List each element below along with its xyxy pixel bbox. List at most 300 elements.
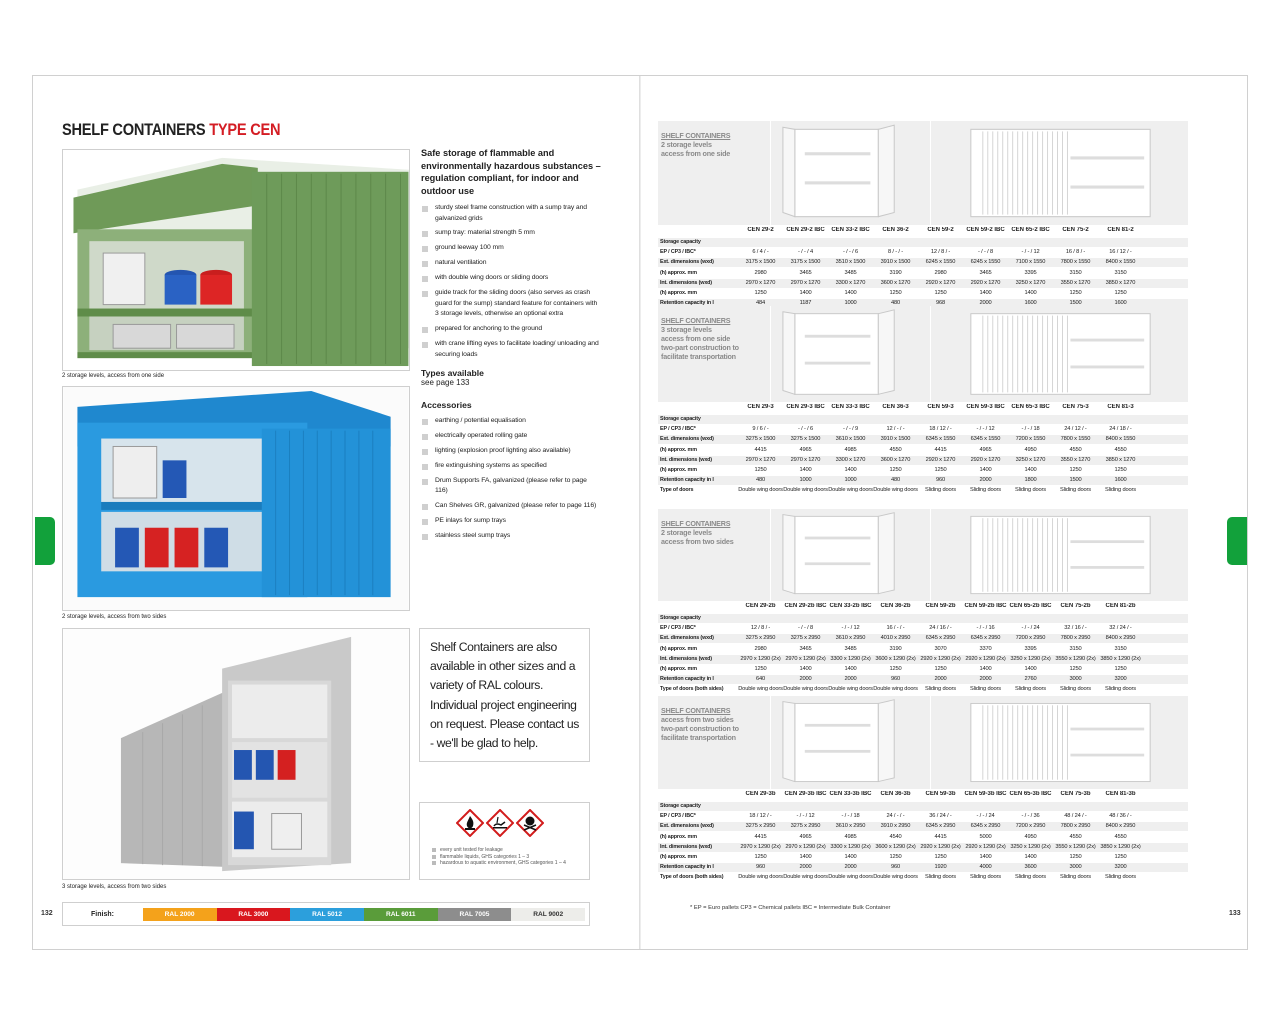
spec-value: 1400: [979, 854, 992, 860]
spec-value: - / - / 8: [977, 249, 994, 256]
spec-label: Type of doors (both sides): [660, 686, 724, 693]
spec-value: 3190: [889, 645, 902, 652]
spec-value: 12 / 8 / -: [750, 625, 771, 632]
spec-row: [658, 475, 1188, 485]
intro-heading: Safe storage of flammable and environmentally hazardous substances – regulation compliant, for indoor and outdoor use: [421, 148, 601, 196]
section-title-line: 2 storage levels: [661, 140, 712, 149]
spec-label: EP / CP3 / IBC*: [660, 813, 696, 820]
spec-value: 4965: [799, 833, 812, 840]
hazard-box: [419, 802, 590, 880]
spec-label: Retention capacity in l: [660, 477, 714, 484]
spec-value: 2920 x 1290 (2x): [920, 843, 961, 850]
spec-value: 968: [935, 300, 946, 307]
section-title-line: SHELF CONTAINERS: [661, 706, 731, 715]
types-reference: see page 133: [421, 378, 470, 388]
spec-value: 1400: [799, 854, 812, 860]
model-name: CEN 33-2b IBC: [829, 603, 872, 609]
spec-value: 960: [890, 864, 901, 871]
feature-item: natural ventilation: [421, 258, 601, 269]
section-title-line: facilitate transportation: [661, 733, 736, 742]
spec-value: [783, 614, 828, 623]
spec-label: EP / CP3 / IBC*: [660, 249, 696, 256]
spec-value: 6345 x 2950: [970, 823, 1001, 830]
spec-value: [738, 238, 783, 247]
spec-value: - / - / 24: [976, 813, 995, 820]
spec-value: 2920 x 1270: [925, 279, 956, 286]
spec-value: 3150: [1114, 645, 1127, 652]
page-number-right: 133: [1229, 910, 1241, 917]
spec-value: 1250: [1069, 666, 1082, 672]
spec-value: 1400: [979, 290, 992, 296]
spec-value: 1250: [934, 854, 947, 860]
spec-value: [1008, 238, 1053, 247]
spec-value: 3395: [1024, 269, 1037, 276]
spec-value: 2760: [1024, 676, 1037, 683]
spec-value: 1250: [934, 467, 947, 473]
spec-value: [1098, 802, 1143, 811]
spec-value: 1400: [799, 666, 812, 672]
spec-value: - / - / 12: [1021, 249, 1040, 256]
spec-value: 4540: [889, 833, 902, 840]
model-name: CEN 59-3: [927, 404, 954, 410]
page-number-left: 132: [41, 910, 53, 917]
spec-value: 3910 x 2950: [880, 823, 911, 830]
model-name: CEN 33-3b IBC: [829, 791, 872, 797]
spec-value: [963, 238, 1008, 247]
spec-value: 6245 x 1550: [925, 259, 956, 266]
spec-value: 3610 x 2950: [835, 635, 866, 642]
finish-swatch: RAL 3000: [217, 908, 291, 921]
spec-value: 2970 x 1270: [745, 279, 776, 286]
spec-row: [658, 237, 1188, 247]
spec-value: 1600: [1114, 300, 1127, 307]
spec-row: [658, 633, 1188, 643]
spec-row: [658, 247, 1188, 257]
model-name: CEN 29-2 IBC: [786, 227, 825, 233]
spec-value: Double wing doors: [828, 874, 873, 881]
spec-label: EP / CP3 / IBC*: [660, 426, 696, 433]
spec-value: [963, 415, 1008, 424]
section-header: [658, 509, 1188, 601]
spec-value: 1400: [799, 290, 812, 296]
spec-value: Sliding doors: [1060, 487, 1091, 494]
spec-row: [658, 268, 1188, 278]
spec-value: [873, 614, 918, 623]
section-tab-right: [1227, 517, 1247, 565]
spec-value: 3370: [979, 645, 992, 652]
spec-value: 3250 x 1270: [1015, 456, 1046, 463]
spec-value: [1053, 802, 1098, 811]
spec-value: 3000: [1069, 864, 1082, 871]
spec-value: Double wing doors: [873, 686, 918, 693]
spec-value: 3300 x 1270: [835, 279, 866, 286]
model-name: CEN 65-2 IBC: [1011, 227, 1050, 233]
spec-label: (h) approx. mm: [660, 645, 697, 652]
spec-section: [658, 306, 1188, 496]
accessory-item: electrically operated rolling gate: [421, 431, 601, 442]
model-name: CEN 29-2b: [745, 603, 776, 609]
spec-label: Retention capacity in l: [660, 300, 714, 307]
spec-value: [828, 802, 873, 811]
spec-value: 12 / 8 / -: [930, 249, 951, 256]
spec-value: 1600: [1114, 477, 1127, 484]
spec-value: 5000: [979, 833, 992, 840]
spec-row: [658, 832, 1188, 842]
spec-value: 4000: [979, 864, 992, 871]
spec-value: [1053, 415, 1098, 424]
model-name: CEN 59-2 IBC: [966, 227, 1005, 233]
section-title-line: access from one side: [661, 334, 731, 343]
spec-value: [738, 415, 783, 424]
spec-row: [658, 664, 1188, 674]
spec-value: 4965: [799, 446, 812, 453]
section-tab-left: [35, 517, 55, 565]
spec-value: [1008, 415, 1053, 424]
spec-value: 3485: [844, 269, 857, 276]
spec-value: 3300 x 1290 (2x): [830, 843, 871, 850]
spec-value: Double wing doors: [738, 487, 783, 494]
feature-item: guide track for the sliding doors (also serves as crash guard for the sump) standard feature for containers with 3 storage levels, otherwise an optional extra: [421, 288, 601, 320]
spec-value: 3550 x 1290 (2x): [1055, 655, 1096, 662]
spec-value: - / - / 6: [842, 249, 859, 256]
model-name: CEN 81-2: [1107, 227, 1134, 233]
product-photo-green: [62, 149, 410, 371]
spec-value: 1250: [1069, 467, 1082, 473]
section-title-line: SHELF CONTAINERS: [661, 131, 731, 140]
spec-value: 1250: [889, 467, 902, 473]
spec-value: 2980: [934, 269, 947, 276]
spec-value: - / - / 8: [797, 625, 814, 632]
spec-value: [828, 614, 873, 623]
spec-label: Int. dimensions (wxd): [660, 843, 712, 850]
spec-value: 7200 x 1550: [1015, 436, 1046, 443]
model-name: CEN 29-2: [747, 227, 774, 233]
types-heading: Types available: [421, 368, 484, 379]
spec-value: 18 / 12 / -: [929, 426, 952, 433]
section-title-line: SHELF CONTAINERS: [661, 519, 731, 528]
spec-value: 24 / - / -: [886, 813, 905, 820]
spec-value: 8400 x 1550: [1105, 259, 1136, 266]
model-header-spacer: [658, 227, 738, 233]
spec-value: 1000: [844, 300, 857, 307]
spec-value: [738, 614, 783, 623]
spec-value: - / - / 9: [842, 426, 859, 433]
spec-value: - / - / 36: [1021, 813, 1040, 820]
spec-label: Retention capacity in l: [660, 676, 714, 683]
spec-value: Double wing doors: [828, 487, 873, 494]
model-name: CEN 59-3b: [925, 791, 956, 797]
spec-value: 4950: [1024, 446, 1037, 453]
spec-value: [963, 802, 1008, 811]
spec-value: 32 / 24 / -: [1109, 625, 1132, 632]
model-header-spacer: [658, 791, 738, 797]
spec-value: 8400 x 1550: [1105, 436, 1136, 443]
section-title: [661, 316, 739, 361]
spec-value: [783, 415, 828, 424]
model-name: CEN 36-2: [882, 227, 909, 233]
spec-row: [658, 445, 1188, 455]
spec-value: Double wing doors: [783, 874, 828, 881]
spec-value: 1400: [979, 467, 992, 473]
spec-value: 1500: [1069, 477, 1082, 484]
spec-value: 3275 x 1500: [790, 436, 821, 443]
spec-value: 1400: [979, 666, 992, 672]
spec-value: 8 / - / -: [887, 249, 904, 256]
spec-value: - / - / 16: [976, 625, 995, 632]
page-gutter: [639, 76, 641, 949]
spec-value: 3600 x 1270: [880, 456, 911, 463]
spec-value: 3910 x 1500: [880, 259, 911, 266]
spec-value: 2970 x 1270: [790, 456, 821, 463]
spec-value: 1600: [1024, 300, 1037, 307]
spec-value: Sliding doors: [1060, 874, 1091, 881]
spec-value: 4010 x 2950: [880, 635, 911, 642]
model-name: CEN 59-3 IBC: [966, 404, 1005, 410]
model-name: CEN 81-3b: [1105, 791, 1136, 797]
spec-value: 3200: [1114, 676, 1127, 683]
spec-value: 1400: [1024, 854, 1037, 860]
spec-value: 3150: [1069, 269, 1082, 276]
spec-value: 3275 x 2950: [745, 823, 776, 830]
spec-label: Storage capacity: [660, 615, 701, 621]
spec-value: 3190: [889, 269, 902, 276]
hazard-note: every unit tested for leakage: [432, 847, 566, 854]
spec-row: [658, 485, 1188, 495]
spec-value: Sliding doors: [925, 686, 956, 693]
spec-value: Double wing doors: [783, 487, 828, 494]
spec-value: 3850 x 1290 (2x): [1100, 843, 1141, 850]
spec-value: 24 / 12 / -: [1064, 426, 1087, 433]
model-name: CEN 75-3: [1062, 404, 1089, 410]
spec-value: 480: [890, 477, 901, 484]
finish-swatch: RAL 6011: [364, 908, 438, 921]
environment-hazard-icon: [486, 809, 514, 837]
spec-value: 484: [755, 300, 766, 307]
spec-value: 2970 x 1290 (2x): [740, 843, 781, 850]
spec-value: - / - / 6: [797, 426, 814, 433]
spec-row: [658, 257, 1188, 267]
spec-value: [918, 802, 963, 811]
spec-row: [658, 613, 1188, 623]
spec-value: Sliding doors: [1105, 487, 1136, 494]
spec-value: 3150: [1069, 645, 1082, 652]
hazard-notes: [432, 847, 566, 867]
spec-value: 24 / 16 / -: [929, 625, 952, 632]
spec-value: 4985: [844, 446, 857, 453]
spec-value: [1053, 614, 1098, 623]
section-header: [658, 306, 1188, 402]
promo-box: Shelf Containers are also available in other sizes and a variety of RAL colours. Individual project engineering on request. Please contact us - we'll be glad to help.: [419, 628, 590, 762]
spec-value: 6345 x 2950: [970, 635, 1001, 642]
spec-row: [658, 684, 1188, 694]
spec-value: [873, 802, 918, 811]
spec-label: (h) approx. mm: [660, 467, 697, 473]
spec-value: 3150: [1114, 269, 1127, 276]
feature-item: sturdy steel frame construction with a sump tray and galvanized grids: [421, 203, 601, 224]
spec-value: 3550 x 1270: [1060, 279, 1091, 286]
spec-value: 1400: [844, 290, 857, 296]
spec-value: Sliding doors: [1015, 686, 1046, 693]
section-header: [658, 696, 1188, 789]
spec-value: 7800 x 2950: [1060, 823, 1091, 830]
spec-row: [658, 414, 1188, 424]
flame-icon: [456, 809, 484, 837]
spec-value: 1250: [889, 290, 902, 296]
finish-swatch: RAL 7005: [438, 908, 512, 921]
spec-value: - / - / 12: [976, 426, 995, 433]
section-title: [661, 706, 739, 742]
finish-swatch: RAL 5012: [290, 908, 364, 921]
model-header-row: [658, 603, 1188, 609]
spec-value: [738, 802, 783, 811]
spec-value: 960: [755, 864, 766, 871]
spec-value: 2000: [799, 676, 812, 683]
container-drawing-sliding-door: [930, 696, 1188, 789]
spec-value: 3275 x 2950: [745, 635, 776, 642]
model-name: CEN 59-3b IBC: [964, 791, 1007, 797]
spec-value: 960: [935, 477, 946, 484]
model-header-spacer: [658, 404, 738, 410]
spec-value: 2970 x 1290 (2x): [740, 655, 781, 662]
spec-value: 3550 x 1290 (2x): [1055, 843, 1096, 850]
section-title-line: access from two sides: [661, 715, 734, 724]
spec-value: 4965: [979, 446, 992, 453]
model-header-row: [658, 791, 1188, 797]
section-title-line: two-part construction to: [661, 343, 739, 352]
spec-value: Sliding doors: [1015, 487, 1046, 494]
spec-value: 4550: [1114, 833, 1127, 840]
model-name: CEN 36-3b: [880, 791, 911, 797]
brochure-spread: [32, 75, 1248, 950]
spec-value: 1250: [1114, 854, 1127, 860]
spec-value: [918, 415, 963, 424]
spec-value: 2000: [979, 676, 992, 683]
spec-value: 7800 x 2950: [1060, 635, 1091, 642]
product-photo-blue: [62, 386, 410, 611]
spec-value: Double wing doors: [738, 874, 783, 881]
spec-value: 3300 x 1270: [835, 456, 866, 463]
spec-label: (h) approx. mm: [660, 446, 697, 453]
spec-value: 1000: [844, 477, 857, 484]
accessory-item: PE inlays for sump trays: [421, 516, 601, 527]
spec-value: Sliding doors: [970, 686, 1001, 693]
spec-value: [1053, 238, 1098, 247]
spec-value: 2970 x 1290 (2x): [785, 843, 826, 850]
spec-row: [658, 623, 1188, 633]
spec-row: [658, 842, 1188, 852]
spec-value: 1400: [799, 467, 812, 473]
spec-label: Ext. dimensions (wxd): [660, 635, 714, 642]
spec-value: Sliding doors: [1105, 686, 1136, 693]
spec-row: [658, 424, 1188, 434]
spec-row: [658, 801, 1188, 811]
section-title-line: SHELF CONTAINERS: [661, 316, 731, 325]
spec-section: [658, 509, 1188, 695]
spec-label: Type of doors: [660, 487, 694, 494]
spec-value: 3465: [799, 645, 812, 652]
spec-value: Sliding doors: [970, 874, 1001, 881]
spec-value: 480: [755, 477, 766, 484]
accessory-item: earthing / potential equalisation: [421, 416, 601, 427]
spec-row: [658, 852, 1188, 862]
spec-value: 3395: [1024, 645, 1037, 652]
spec-value: 4415: [754, 833, 767, 840]
spec-label: Ext. dimensions (wxd): [660, 259, 714, 266]
spec-value: 2000: [934, 676, 947, 683]
spec-value: 3250 x 1290 (2x): [1010, 655, 1051, 662]
spec-section: [658, 121, 1188, 319]
spec-label: (h) approx. mm: [660, 833, 697, 840]
container-drawing-sliding-door: [930, 306, 1188, 402]
spec-row: [658, 654, 1188, 664]
spec-value: 3275 x 2950: [790, 635, 821, 642]
spec-row: [658, 821, 1188, 831]
spec-value: 3550 x 1270: [1060, 456, 1091, 463]
spec-row: [658, 644, 1188, 654]
model-name: CEN 29-3 IBC: [786, 404, 825, 410]
spec-value: 3250 x 1270: [1015, 279, 1046, 286]
spec-value: Sliding doors: [1015, 874, 1046, 881]
accessory-item: Can Shelves GR, galvanized (please refer to page 116): [421, 501, 601, 512]
spec-value: [828, 238, 873, 247]
model-name: CEN 36-3: [882, 404, 909, 410]
spec-value: - / - / 24: [1021, 625, 1040, 632]
spec-value: [783, 802, 828, 811]
feature-list: [421, 203, 601, 360]
spec-value: 1250: [754, 666, 767, 672]
container-drawing-double-door: [770, 509, 930, 601]
spec-value: - / - / 12: [841, 625, 860, 632]
spec-value: 3850 x 1270: [1105, 456, 1136, 463]
spec-value: 2920 x 1290 (2x): [965, 843, 1006, 850]
spec-value: 3610 x 2950: [835, 823, 866, 830]
spec-value: 1250: [754, 290, 767, 296]
section-title-line: facilitate transportation: [661, 352, 736, 361]
spec-value: [918, 238, 963, 247]
spec-value: [1098, 238, 1143, 247]
accessory-item: fire extinguishing systems as specified: [421, 461, 601, 472]
accessory-item: Drum Supports FA, galvanized (please refer to page 116): [421, 476, 601, 497]
spec-value: [963, 614, 1008, 623]
spec-label: Ext. dimensions (wxd): [660, 436, 714, 443]
spec-value: 6345 x 1550: [970, 436, 1001, 443]
spec-label: Ext. dimensions (wxd): [660, 823, 714, 830]
spec-value: 1400: [1024, 666, 1037, 672]
model-name: CEN 29-3: [747, 404, 774, 410]
accessories-list: [421, 416, 601, 541]
feature-item: with double wing doors or sliding doors: [421, 273, 601, 284]
spec-value: 2980: [754, 269, 767, 276]
spec-value: 1920: [934, 864, 947, 871]
container-drawing-sliding-door: [930, 121, 1188, 225]
spec-label: Int. dimensions (wxd): [660, 279, 712, 286]
spec-value: [828, 415, 873, 424]
spec-section: [658, 696, 1188, 883]
spec-value: Double wing doors: [873, 487, 918, 494]
spec-value: Double wing doors: [828, 686, 873, 693]
spec-row: [658, 465, 1188, 475]
spec-value: 7800 x 1550: [1060, 259, 1091, 266]
spec-value: 7200 x 2950: [1015, 823, 1046, 830]
model-name: CEN 36-2b: [880, 603, 911, 609]
spec-value: 4550: [1114, 446, 1127, 453]
finish-swatch: RAL 9002: [511, 908, 585, 921]
spec-value: 6345 x 1550: [925, 436, 956, 443]
section-header: [658, 121, 1188, 225]
container-drawing-double-door: [770, 306, 930, 402]
spec-label: (h) approx. mm: [660, 269, 697, 276]
spec-value: 2920 x 1270: [970, 456, 1001, 463]
